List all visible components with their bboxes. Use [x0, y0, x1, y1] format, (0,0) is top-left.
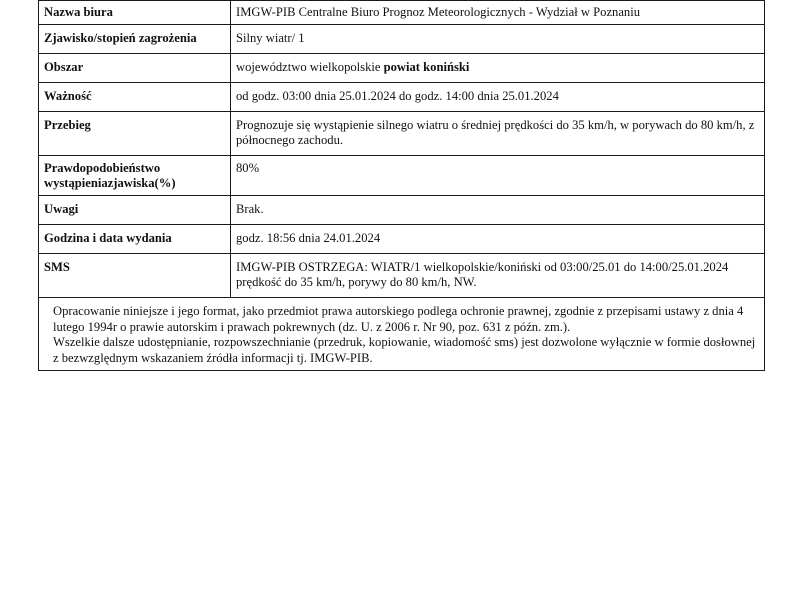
- warning-document: [38, 0, 765, 371]
- row-value-sms: IMGW-PIB OSTRZEGA: WIATR/1 wielkopolskie/koniński od 03:00/25.01 do 14:00/25.01.2024 prędkość do 35 km/h, porywy do 80 km/h, NW.: [231, 254, 765, 298]
- row-value-course: Prognozuje się wystąpienie silnego wiatru o średniej prędkości do 35 km/h, w porywach do 80 km/h, z północnego zachodu.: [231, 112, 765, 156]
- table-row: [39, 25, 765, 54]
- row-label-validity: Ważność: [39, 83, 231, 112]
- row-label-office: Nazwa biura: [39, 1, 231, 25]
- row-label-sms: SMS: [39, 254, 231, 298]
- warning-table: [38, 0, 765, 298]
- usage-paragraph: Wszelkie dalsze udostępnianie, rozpowszechnianie (przedruk, kopiowanie, wiadomość sms) jest dozwolone wyłącznie w formie dosłownej z bezwzględnym wskazaniem źródła informacji tj. IMGW-PIB.: [53, 335, 756, 365]
- table-row: [39, 112, 765, 156]
- table-row: [39, 196, 765, 225]
- area-county: powiat koniński: [383, 60, 470, 74]
- row-label-probability: Prawdopodobieństwo wystąpieniazjawiska(%): [39, 156, 231, 196]
- row-label-course: Przebieg: [39, 112, 231, 156]
- row-value-office: IMGW-PIB Centralne Biuro Prognoz Meteorologicznych - Wydział w Poznaniu: [231, 1, 765, 25]
- row-label-phenomenon: Zjawisko/stopień zagrożenia: [39, 25, 231, 54]
- table-row: [39, 156, 765, 196]
- copyright-paragraph: Opracowanie niniejsze i jego format, jako przedmiot prawa autorskiego podlega ochronie prawnej, zgodnie z przepisami ustawy z dnia 4 lutego 1994r o prawie autorskim i prawach pokrewnych (dz. U. z 2006 r. Nr 90, poz. 631 z późn. zm.).: [53, 304, 744, 334]
- area-voivodeship: województwo wielkopolskie: [236, 60, 381, 74]
- row-value-issued: godz. 18:56 dnia 24.01.2024: [231, 225, 765, 254]
- row-label-area: Obszar: [39, 54, 231, 83]
- row-value-validity: od godz. 03:00 dnia 25.01.2024 do godz. 14:00 dnia 25.01.2024: [231, 83, 765, 112]
- row-label-issued: Godzina i data wydania: [39, 225, 231, 254]
- table-row: [39, 54, 765, 83]
- table-row: [39, 225, 765, 254]
- row-value-probability: 80%: [231, 156, 765, 196]
- row-label-remarks: Uwagi: [39, 196, 231, 225]
- row-value-phenomenon: Silny wiatr/ 1: [231, 25, 765, 54]
- row-value-area: [231, 54, 765, 83]
- table-row: [39, 83, 765, 112]
- table-row: [39, 254, 765, 298]
- copyright-notice: [38, 298, 765, 371]
- table-row: [39, 1, 765, 25]
- row-value-remarks: Brak.: [231, 196, 765, 225]
